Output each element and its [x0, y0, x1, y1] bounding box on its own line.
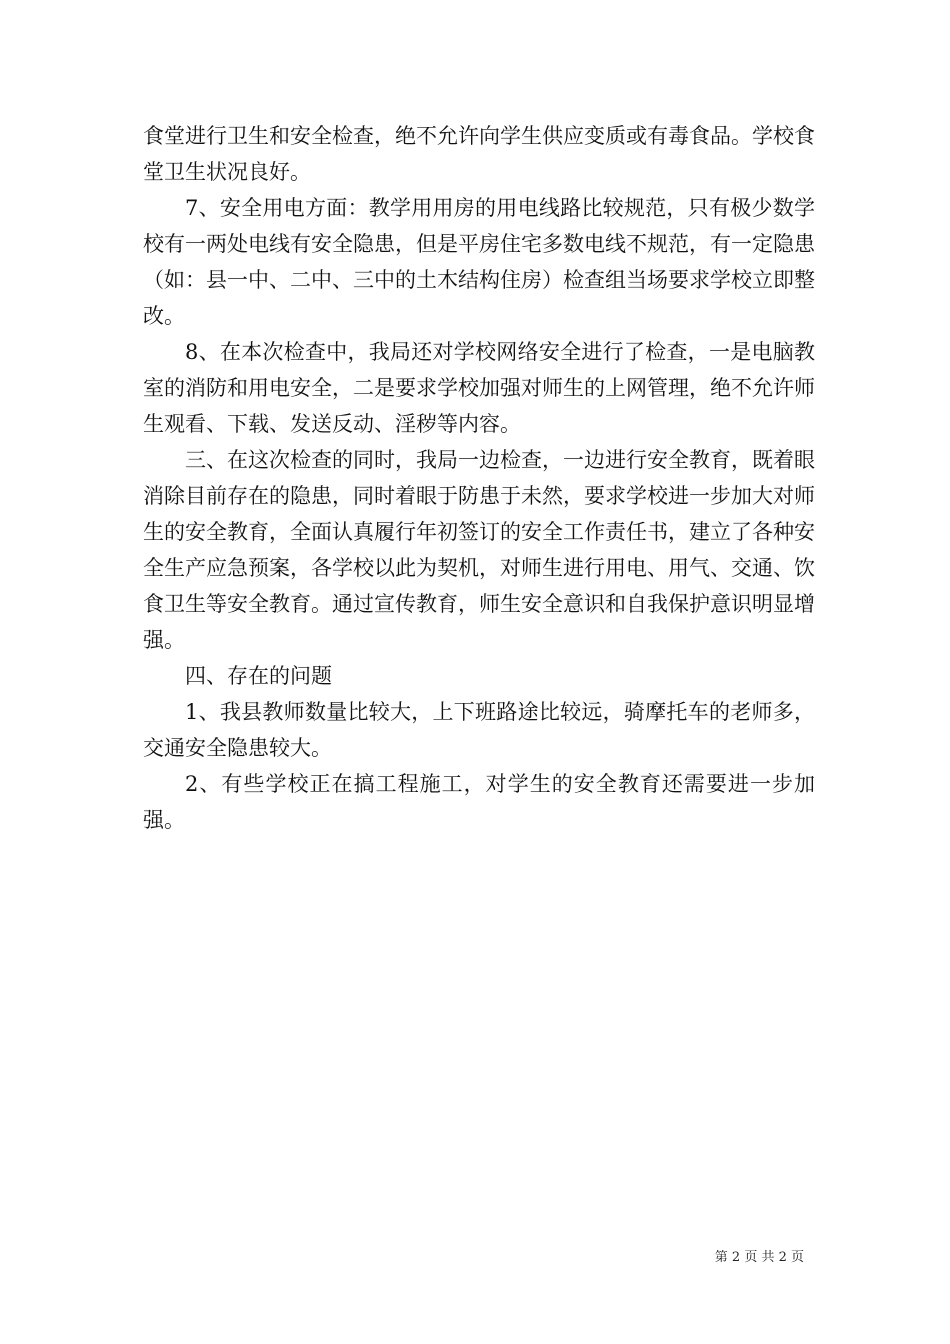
paragraph-electricity-safety: 7、安全用电方面：教学用用房的用电线路比较规范，只有极少数学校有一两处电线有安全隐患，但是平房住宅多数电线不规范，有一定隐患（如：县一中、二中、三中的土木结构住房）检查组当场要求学校立即整改。: [143, 196, 815, 328]
paragraph-safety-education: 三、在这次检查的同时，我局一边检查，一边进行安全教育，既着眼消除目前存在的隐患，同时着眼于防患于未然，要求学校进一步加大对师生的安全教育，全面认真履行年初签订的安全工作责任书，建立了各种安全生产应急预案，各学校以此为契机，对师生进行用电、用气、交通、饮食卫生等安全教育。通过宣传教育，师生安全意识和自我保护意识明显增强。: [143, 448, 815, 652]
document-body: [143, 118, 815, 838]
page-number-footer: 第 2 页 共 2 页: [714, 1250, 804, 1265]
section-heading-problems: 四、存在的问题: [185, 664, 332, 688]
paragraph-network-safety: 8、在本次检查中，我局还对学校网络安全进行了检查，一是电脑教室的消防和用电安全，二是要求学校加强对师生的上网管理，绝不允许师生观看、下载、发送反动、淫秽等内容。: [143, 340, 815, 436]
paragraph-problem-2: 2、有些学校正在搞工程施工，对学生的安全教育还需要进一步加强。: [143, 772, 815, 832]
paragraph-canteen-continued: 食堂进行卫生和安全检查，绝不允许向学生供应变质或有毒食品。学校食堂卫生状况良好。: [143, 124, 815, 184]
paragraph-problem-1: 1、我县教师数量比较大，上下班路途比较远，骑摩托车的老师多，交通安全隐患较大。: [143, 700, 815, 760]
